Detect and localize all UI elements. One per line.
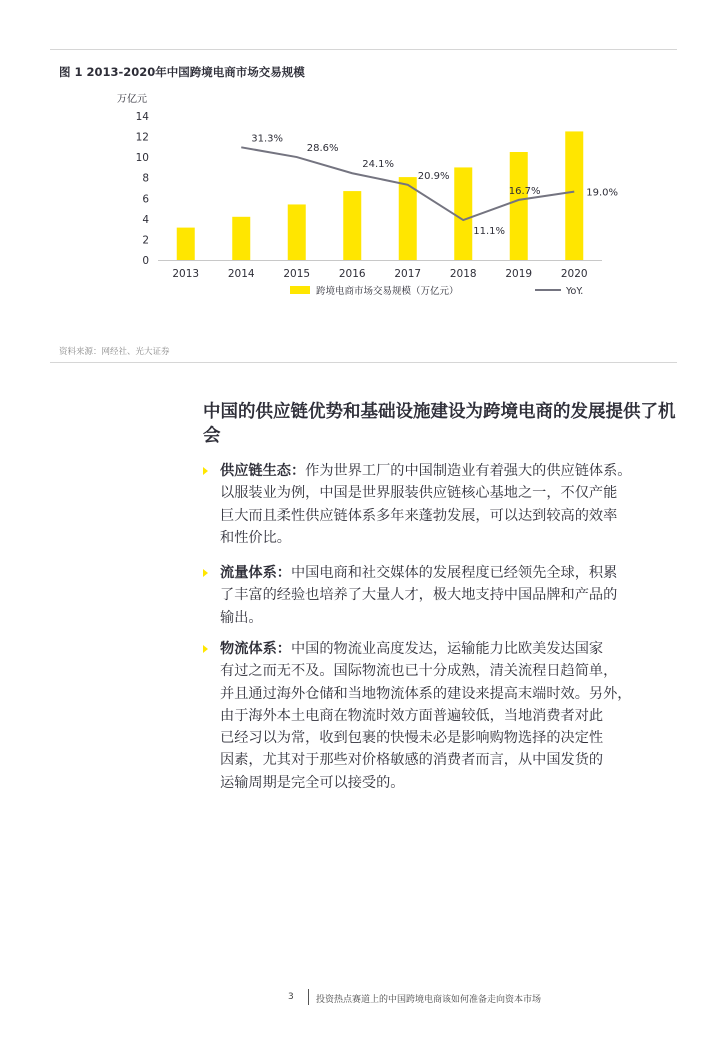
bullet-text: 供应链生态：作为世界工厂的中国制造业有着强大的供应链体系。 以服装业为例，中国是世界服装供应链核心基地之一，不仅产能 巨大而且柔性供应链体系多年来蓬勃发展，可以达到较高的效率 和性价比。 (220, 463, 632, 546)
figure-source: 资料来源：网经社、光大证券 (59, 347, 170, 357)
bar-2020 (565, 131, 583, 260)
legend-bar-swatch (290, 286, 310, 294)
page-number: 3 (288, 992, 294, 1002)
yoy-data-label: 20.9% (417, 170, 450, 182)
x-tick-label: 2013 (172, 268, 200, 280)
bullet-arrow-icon (203, 645, 208, 653)
bullet-supply-chain (203, 460, 681, 549)
bullet-head: 流量体系： (220, 565, 291, 581)
y-tick-label: 0 (142, 255, 149, 267)
yoy-data-label: 24.1% (362, 159, 395, 171)
chart (0, 0, 719, 340)
footer-title: 投资热点赛道上的中国跨境电商该如何准备走向资本市场 (316, 995, 542, 1005)
bullet-head: 供应链生态： (220, 463, 306, 479)
y-tick-label: 14 (135, 111, 149, 123)
x-tick-label: 2014 (227, 268, 255, 280)
section-title: 中国的供应链优势和基础设施建设为跨境电商的发展提供了机会 (203, 402, 676, 446)
yoy-data-label: 11.1% (473, 226, 506, 238)
y-tick-label: 8 (142, 172, 149, 185)
bullet-text: 物流体系：中国的物流业高度发达，运输能力比欧美发达国家 有过之而无不及。国际物流也已十分成熟，清关流程日趋简单， 并且通过海外仓储和当地物流体系的建设来提高末端时效。另外， 由于海外本土电商在物流时效方面普遍较低，当地消费者对此 已经习以为常，收到包裹的快慢未必是影响购物选择的决定性 因素，尤其对于那些对价格敏感的消费者而言，从中国发货的 运输周期是完全可以接受的。 (220, 641, 632, 791)
yoy-data-label: 19.0% (586, 187, 619, 199)
bar-2013 (177, 228, 195, 260)
yoy-data-label: 28.6% (306, 143, 339, 155)
x-tick-label: 2015 (283, 268, 311, 280)
bar-2015 (288, 204, 306, 260)
yoy-data-label: 16.7% (508, 185, 541, 197)
x-tick-label: 2016 (338, 268, 366, 280)
legend-bar-label: 跨境电商市场交易规模（万亿元） (316, 286, 459, 297)
bar-2014 (232, 217, 250, 260)
bullet-head: 物流体系： (220, 641, 291, 657)
y-tick-label: 6 (142, 193, 149, 206)
bar-2018 (454, 167, 472, 260)
y-tick-label: 10 (135, 152, 149, 165)
bullet-arrow-icon (203, 569, 208, 577)
bullet-traffic (203, 562, 681, 629)
x-tick-label: 2020 (560, 268, 588, 280)
legend-line-label: YoY. (566, 286, 584, 297)
yoy-data-label: 31.3% (251, 133, 284, 145)
x-tick-label: 2017 (394, 268, 422, 280)
y-tick-label: 4 (142, 213, 149, 226)
bar-2016 (343, 191, 361, 260)
y-tick-label: 12 (135, 131, 149, 144)
mid-rule (50, 362, 677, 363)
bullet-arrow-icon (203, 467, 208, 475)
footer-divider (308, 989, 309, 1005)
bar-2019 (510, 152, 528, 260)
bullet-logistics (203, 638, 681, 794)
x-tick-label: 2018 (449, 268, 477, 280)
y-tick-label: 2 (142, 234, 149, 247)
bullet-text: 流量体系：中国电商和社交媒体的发展程度已经领先全球，积累 了丰富的经验也培养了大量人才，极大地支持中国品牌和产品的 输出。 (220, 565, 618, 626)
y-unit-label: 万亿元 (117, 94, 147, 105)
figure-title: 图 1 2013-2020年中国跨境电商市场交易规模 (59, 65, 305, 79)
x-tick-label: 2019 (505, 268, 533, 280)
